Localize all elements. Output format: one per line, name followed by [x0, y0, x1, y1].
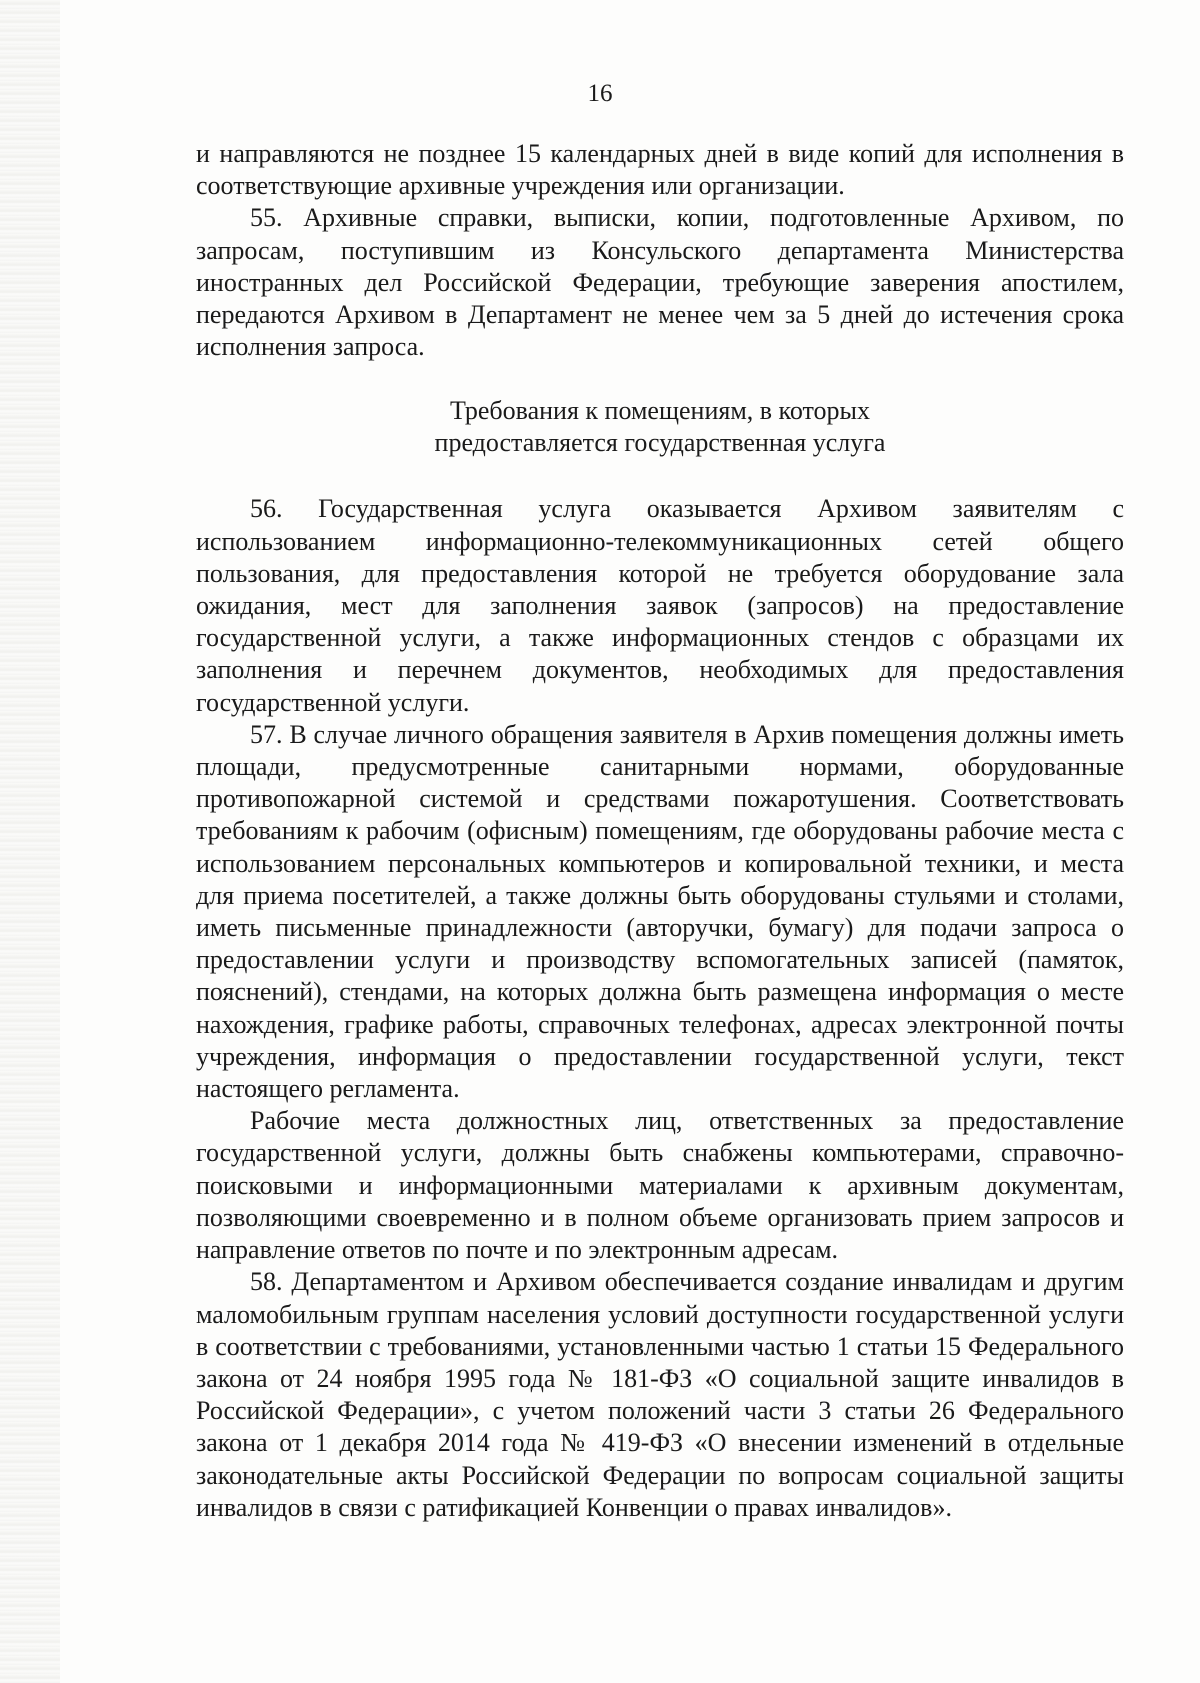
document-body — [196, 138, 1124, 1524]
section-heading — [196, 395, 1124, 459]
paragraph-continuation: и направляются не позднее 15 календарных дней в виде копий для исполнения в соответствующие архивные учреждения или организации. — [196, 139, 1124, 201]
paragraph-57: 57. В случае личного обращения заявителя в Архив помещения должны иметь площади, предусмотренные санитарными нормами, оборудованные противопожарной системой и средствами пожаротушения. Соответствовать требованиям к рабочим (офисным) помещениям, где оборудованы рабочие места с использованием персональных компьютеров и копировальной техники, и места для приема посетителей, а также должны быть оборудованы стульями и столами, иметь письменные принадлежности (авторучки, бумагу) для подачи запроса о предоставлении услуги и производству вспомогательных записей (памяток, пояснений), стендами, на которых должна быть размещена информация о месте нахождения, графике работы, справочных телефонах, адресах электронной почты учреждения, информация о предоставлении государственной услуги, текст настоящего регламента. — [196, 719, 1124, 1104]
paragraph-55: 55. Архивные справки, выписки, копии, подготовленные Архивом, по запросам, поступившим из Консульского департамента Министерства иностранных дел Российской Федерации, требующие заверения апостилем, передаются Архивом в Департамент не менее чем за 5 дней до истечения срока исполнения запроса. — [196, 203, 1124, 362]
page-number: 16 — [587, 80, 613, 107]
section-heading-line-2: предоставляется государственная услуга — [434, 428, 886, 458]
paragraph-57-workplaces: Рабочие места должностных лиц, ответственных за предоставление государственной услуги, должны быть снабжены компьютерами, справочно-поисковыми и информационными материалами к архивным документам, позволяющими своевременно и в полном объеме организовать прием запросов и направление ответов по почте и по электронным адресам. — [196, 1106, 1124, 1265]
section-heading-line-1: Требования к помещениям, в которых — [450, 396, 870, 426]
paragraph-58: 58. Департаментом и Архивом обеспечивается создание инвалидам и другим маломобильным группам населения условий доступности государственной услуги в соответствии с требованиями, установленными частью 1 статьи 15 Федерального закона от 24 ноября 1995 года № 181-ФЗ «О социальной защите инвалидов в Российской Федерации», с учетом положений части 3 статьи 26 Федерального закона от 1 декабря 2014 года № 419-ФЗ «О внесении изменений в отдельные законодательные акты Российской Федерации по вопросам социальной защиты инвалидов в связи с ратификацией Конвенции о правах инвалидов». — [196, 1267, 1124, 1522]
scan-edge-artifact — [0, 0, 60, 1683]
paragraph-56: 56. Государственная услуга оказывается Архивом заявителям с использованием информационно-телекоммуникационных сетей общего пользования, для предоставления которой не требуется оборудование зала ожидания, мест для заполнения заявок (запросов) на предоставление государственной услуги, а также информационных стендов с образцами их заполнения и перечнем документов, необходимых для предоставления государственной услуги. — [196, 494, 1124, 717]
